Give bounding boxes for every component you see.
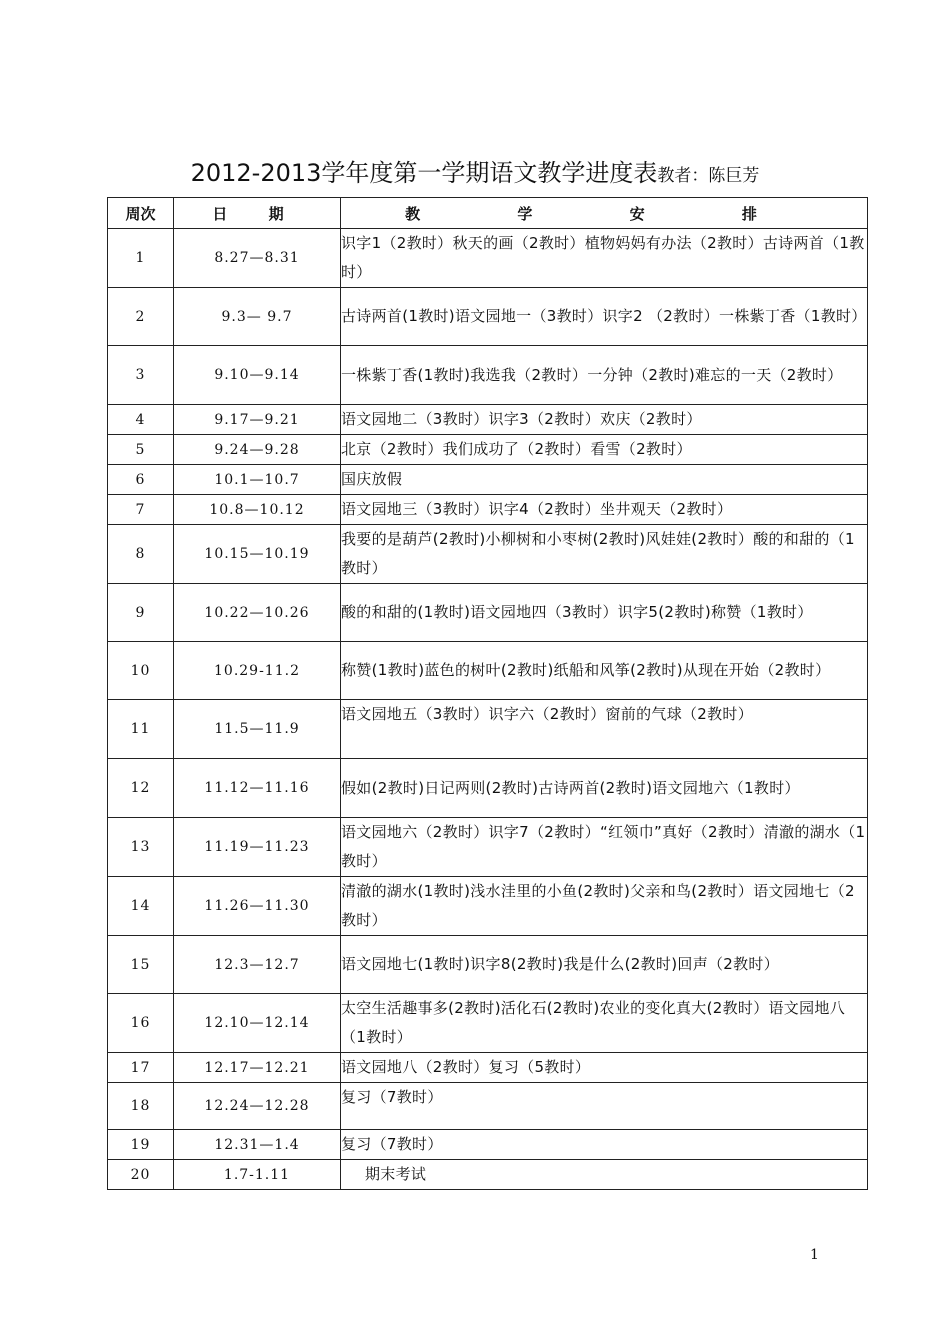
date-cell: 11.19—11.23 — [174, 818, 341, 877]
plan-cell: 识字1（2教时）秋天的画（2教时）植物妈妈有办法（2教时）古诗两首（1教时） — [341, 229, 868, 288]
week-cell: 15 — [108, 936, 174, 994]
table-row — [108, 1160, 868, 1190]
table-row — [108, 877, 868, 936]
date-cell: 8.27—8.31 — [174, 229, 341, 288]
date-cell: 9.3— 9.7 — [174, 288, 341, 346]
teacher-name: 教者：陈巨芳 — [657, 166, 760, 186]
date-cell: 12.24—12.28 — [174, 1083, 341, 1130]
table-row — [108, 1083, 868, 1130]
table-row — [108, 759, 868, 818]
plan-cell: 北京（2教时）我们成功了（2教时）看雪（2教时） — [341, 435, 868, 465]
plan-cell: 称赞(1教时)蓝色的树叶(2教时)纸船和风筝(2教时)从现在开始（2教时） — [341, 642, 868, 700]
teaching-schedule-table — [107, 197, 868, 1190]
plan-cell: 复习（7教时） — [341, 1083, 868, 1130]
table-row — [108, 435, 868, 465]
table-row — [108, 1053, 868, 1083]
week-cell: 20 — [108, 1160, 174, 1190]
plan-cell: 古诗两首(1教时)语文园地一（3教时）识字2 （2教时）一株紫丁香（1教时） — [341, 288, 868, 346]
table-row — [108, 994, 868, 1053]
week-cell: 1 — [108, 229, 174, 288]
date-cell: 10.15—10.19 — [174, 525, 341, 584]
week-cell: 13 — [108, 818, 174, 877]
page-number: 1 — [810, 1247, 819, 1263]
week-cell: 8 — [108, 525, 174, 584]
table-row — [108, 288, 868, 346]
plan-cell: 语文园地三（3教时）识字4（2教时）坐井观天（2教时） — [341, 495, 868, 525]
week-cell: 12 — [108, 759, 174, 818]
week-cell: 11 — [108, 700, 174, 759]
plan-cell: 清澈的湖水(1教时)浅水洼里的小鱼(2教时)父亲和鸟(2教时）语文园地七（2教时） — [341, 877, 868, 936]
week-cell: 17 — [108, 1053, 174, 1083]
week-cell: 5 — [108, 435, 174, 465]
table-row — [108, 465, 868, 495]
table-body — [108, 229, 868, 1190]
plan-cell: 语文园地六（2教时）识字7（2教时）“红领巾”真好（2教时）清澈的湖水（1教时） — [341, 818, 868, 877]
week-cell: 2 — [108, 288, 174, 346]
title-text: 2012-2013学年度第一学期语文教学进度表 — [190, 159, 658, 187]
week-cell: 9 — [108, 584, 174, 642]
header-week: 周次 — [108, 198, 174, 229]
plan-cell: 假如(2教时)日记两则(2教时)古诗两首(2教时)语文园地六（1教时） — [341, 759, 868, 818]
week-cell: 19 — [108, 1130, 174, 1160]
week-cell: 18 — [108, 1083, 174, 1130]
table-row — [108, 525, 868, 584]
week-cell: 4 — [108, 405, 174, 435]
date-cell: 11.5—11.9 — [174, 700, 341, 759]
table-row — [108, 405, 868, 435]
plan-cell: 太空生活趣事多(2教时)活化石(2教时)农业的变化真大(2教时）语文园地八（1教时） — [341, 994, 868, 1053]
plan-cell: 我要的是葫芦(2教时)小柳树和小枣树(2教时)风娃娃(2教时）酸的和甜的（1教时） — [341, 525, 868, 584]
date-cell: 1.7-1.11 — [174, 1160, 341, 1190]
date-cell: 9.24—9.28 — [174, 435, 341, 465]
plan-cell: 酸的和甜的(1教时)语文园地四（3教时）识字5(2教时)称赞（1教时） — [341, 584, 868, 642]
date-cell: 12.10—12.14 — [174, 994, 341, 1053]
table-row — [108, 818, 868, 877]
week-cell: 14 — [108, 877, 174, 936]
date-cell: 10.22—10.26 — [174, 584, 341, 642]
date-cell: 10.8—10.12 — [174, 495, 341, 525]
header-plan: 教 学 安 排 — [341, 198, 868, 229]
table-row — [108, 700, 868, 759]
plan-cell: 国庆放假 — [341, 465, 868, 495]
date-cell: 12.17—12.21 — [174, 1053, 341, 1083]
document-title — [0, 153, 950, 188]
table-row — [108, 495, 868, 525]
table-row — [108, 642, 868, 700]
date-cell: 9.17—9.21 — [174, 405, 341, 435]
table-row — [108, 584, 868, 642]
table-row — [108, 346, 868, 405]
plan-cell: 语文园地二（3教时）识字3（2教时）欢庆（2教时） — [341, 405, 868, 435]
date-cell: 10.29-11.2 — [174, 642, 341, 700]
week-cell: 10 — [108, 642, 174, 700]
date-cell: 12.31—1.4 — [174, 1130, 341, 1160]
date-cell: 9.10—9.14 — [174, 346, 341, 405]
table-row — [108, 1130, 868, 1160]
week-cell: 7 — [108, 495, 174, 525]
header-date: 日 期 — [174, 198, 341, 229]
table-row — [108, 936, 868, 994]
plan-cell: 期末考试 — [341, 1160, 868, 1190]
date-cell: 11.26—11.30 — [174, 877, 341, 936]
plan-cell: 语文园地五（3教时）识字六（2教时）窗前的气球（2教时） — [341, 700, 868, 759]
date-cell: 11.12—11.16 — [174, 759, 341, 818]
table-row — [108, 229, 868, 288]
plan-cell: 一株紫丁香(1教时)我选我（2教时）一分钟（2教时)难忘的一天（2教时） — [341, 346, 868, 405]
plan-cell: 语文园地八（2教时）复习（5教时） — [341, 1053, 868, 1083]
table-header-row — [108, 198, 868, 229]
plan-cell: 复习（7教时） — [341, 1130, 868, 1160]
week-cell: 6 — [108, 465, 174, 495]
date-cell: 10.1—10.7 — [174, 465, 341, 495]
date-cell: 12.3—12.7 — [174, 936, 341, 994]
week-cell: 3 — [108, 346, 174, 405]
plan-cell: 语文园地七(1教时)识字8(2教时)我是什么(2教时)回声（2教时） — [341, 936, 868, 994]
week-cell: 16 — [108, 994, 174, 1053]
